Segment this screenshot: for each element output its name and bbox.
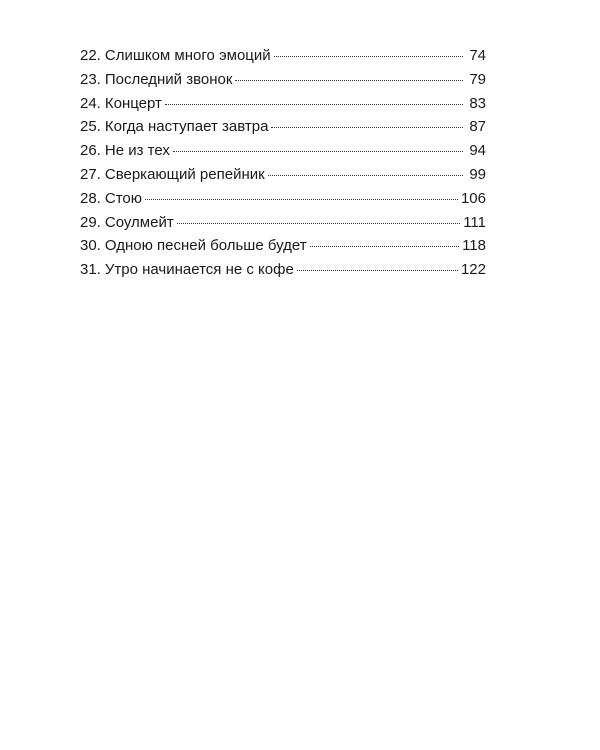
entry-title: Сверкающий репейник <box>104 165 265 183</box>
toc-entry <box>80 139 486 163</box>
dot-leader <box>271 127 463 128</box>
entry-number: 29. <box>80 213 101 231</box>
entry-page-number: 122 <box>460 261 486 279</box>
entry-page-number: 106 <box>460 189 486 207</box>
toc-entry <box>80 187 486 211</box>
dot-leader <box>274 56 463 57</box>
entry-title: Концерт <box>104 94 162 112</box>
entry-page-number: 83 <box>469 94 486 112</box>
entry-title: Не из тех <box>104 142 170 160</box>
toc-entry <box>80 115 486 139</box>
toc-entry <box>80 44 486 68</box>
entry-page-number: 94 <box>469 142 486 160</box>
entry-page-number: 74 <box>469 47 486 64</box>
dot-leader <box>297 270 458 271</box>
entry-page-number: 87 <box>469 118 486 136</box>
entry-page-number: 99 <box>469 165 486 183</box>
entry-title: Одною песней больше будет <box>104 237 307 255</box>
entry-number: 31. <box>80 261 101 279</box>
entry-title: Слишком много эмоций <box>104 47 271 64</box>
toc-entry <box>80 234 486 258</box>
entry-title: Стою <box>104 189 142 207</box>
dot-leader <box>268 175 463 176</box>
dot-leader <box>173 151 463 152</box>
toc-entry <box>80 68 486 92</box>
table-of-contents <box>80 44 486 282</box>
dot-leader <box>145 199 458 200</box>
entry-page-number: 79 <box>469 70 486 88</box>
entry-number: 22. <box>80 47 101 64</box>
entry-title: Последний звонок <box>104 70 233 88</box>
dot-leader <box>177 223 460 224</box>
entry-number: 27. <box>80 165 101 183</box>
dot-leader <box>310 246 460 247</box>
toc-entry <box>80 163 486 187</box>
entry-number: 26. <box>80 142 101 160</box>
toc-entry <box>80 92 486 116</box>
toc-entry <box>80 258 486 282</box>
entry-title: Соулмейт <box>104 213 174 231</box>
entry-number: 30. <box>80 237 101 255</box>
entry-number: 24. <box>80 94 101 112</box>
entry-page-number: 111 <box>463 213 486 231</box>
entry-title: Когда наступает завтра <box>104 118 269 136</box>
dot-leader <box>235 80 463 81</box>
entry-title: Утро начинается не с кофе <box>104 261 294 279</box>
entry-number: 28. <box>80 189 101 207</box>
toc-entry <box>80 211 486 235</box>
entry-number: 25. <box>80 118 101 136</box>
dot-leader <box>165 104 463 105</box>
entry-number: 23. <box>80 70 101 88</box>
entry-page-number: 118 <box>462 237 486 255</box>
